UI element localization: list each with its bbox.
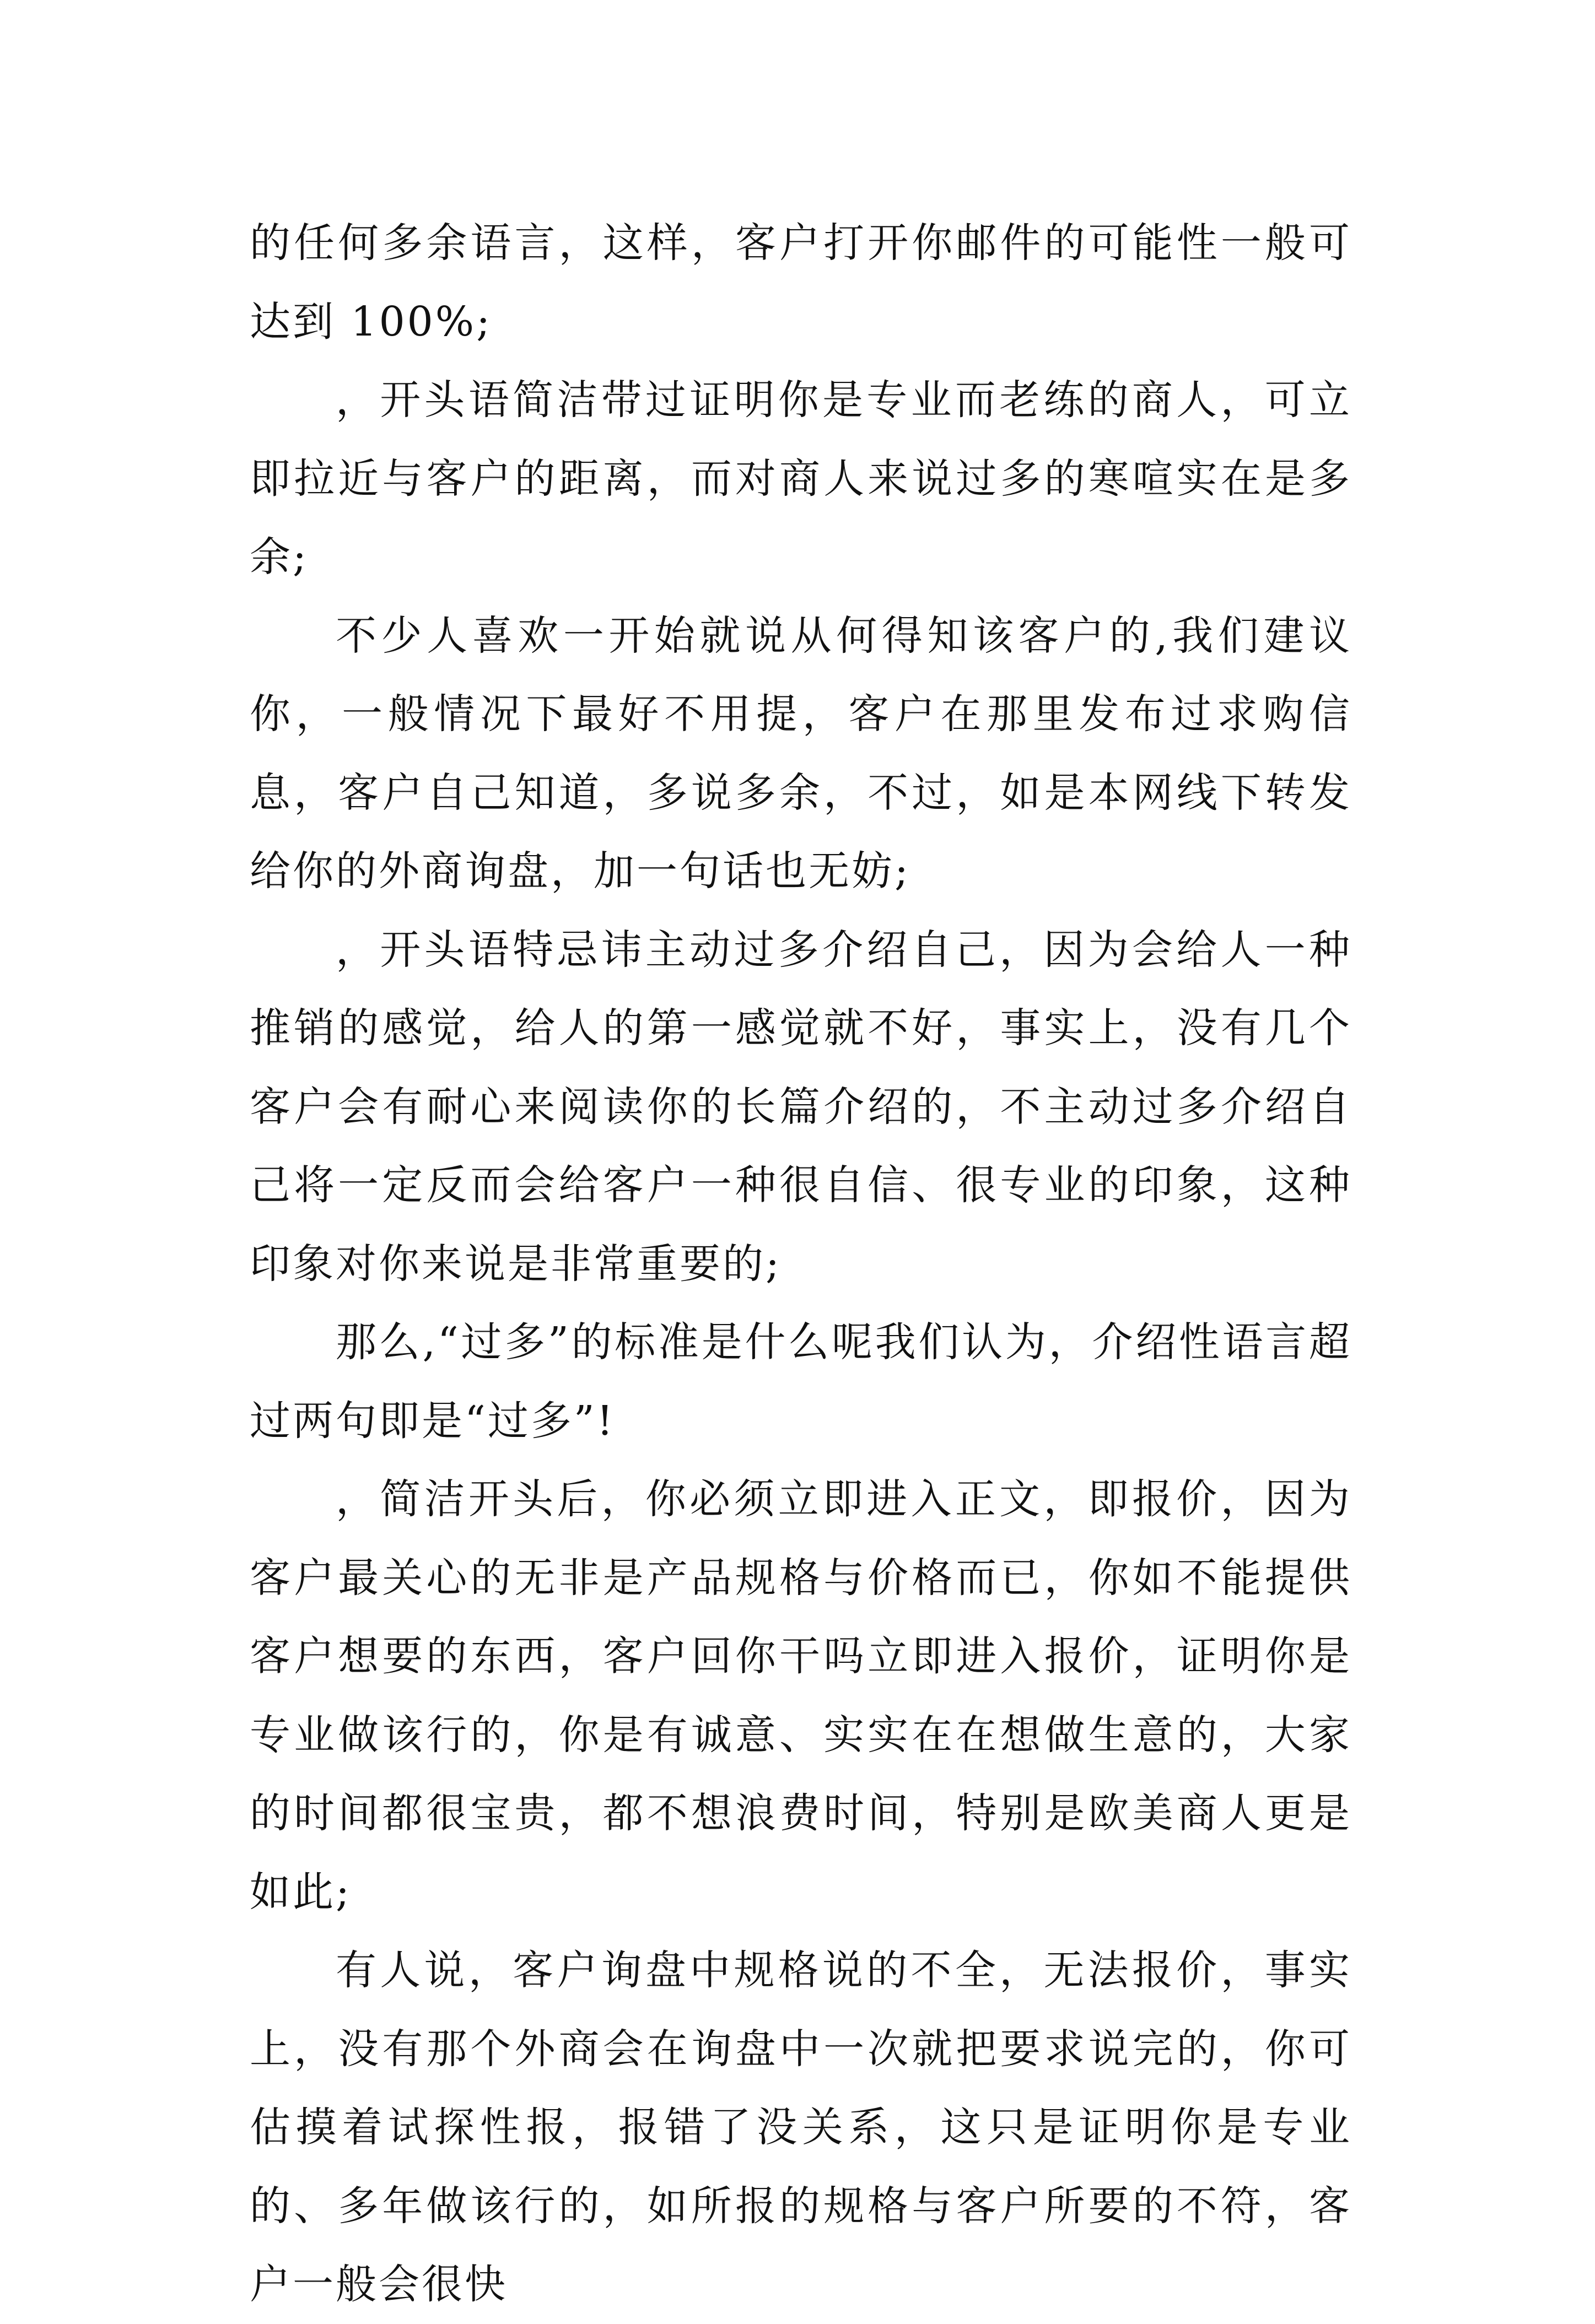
paragraph-1: 的任何多余语言，这样，客户打开你邮件的可能性一般可达到 100%; — [250, 219, 1352, 345]
paragraph-5: 那么,“过多”的标准是什么呢我们认为，介绍性语言超过两句即是“过多”! — [250, 1318, 1352, 1445]
paragraph-6: ，简洁开头后，你必须立即进入正文，即报价，因为客户最关心的无非是产品规格与价格而已，你如不能提供客户想要的东西，客户回你干吗立即进入报价，证明你是专业做该行的，你是有诚意、实实在在想做生意的，大家的时间都很宝贵，都不想浪费时间，特别是欧美商人更是如此; — [250, 1476, 1352, 1916]
paragraph-3: 不少人喜欢一开始就说从何得知该客户的,我们建议你，一般情况下最好不用提，客户在那里发布过求购信息，客户自己知道，多说多余，不过，如是本网线下转发给你的外商询盘，加一句话也无妨; — [250, 612, 1352, 895]
paragraph-2: ，开头语简洁带过证明你是专业而老练的商人，可立即拉近与客户的距离，而对商人来说过多的寒喧实在是多余; — [250, 376, 1352, 581]
paragraph-4: ，开头语特忌讳主动过多介绍自己，因为会给人一种推销的感觉，给人的第一感觉就不好，事实上，没有几个客户会有耐心来阅读你的长篇介绍的，不主动过多介绍自己将一定反而会给客户一种很自信、很专业的印象，这种印象对你来说是非常重要的; — [250, 926, 1352, 1288]
document-body — [250, 204, 1352, 2324]
paragraph-7: 有人说，客户询盘中规格说的不全，无法报价，事实上，没有那个外商会在询盘中一次就把要求说完的，你可估摸着试探性报，报错了没关系，这只是证明你是专业的、多年做该行的，如所报的规格与客户所要的不符，客户一般会很快 — [250, 1947, 1352, 2308]
